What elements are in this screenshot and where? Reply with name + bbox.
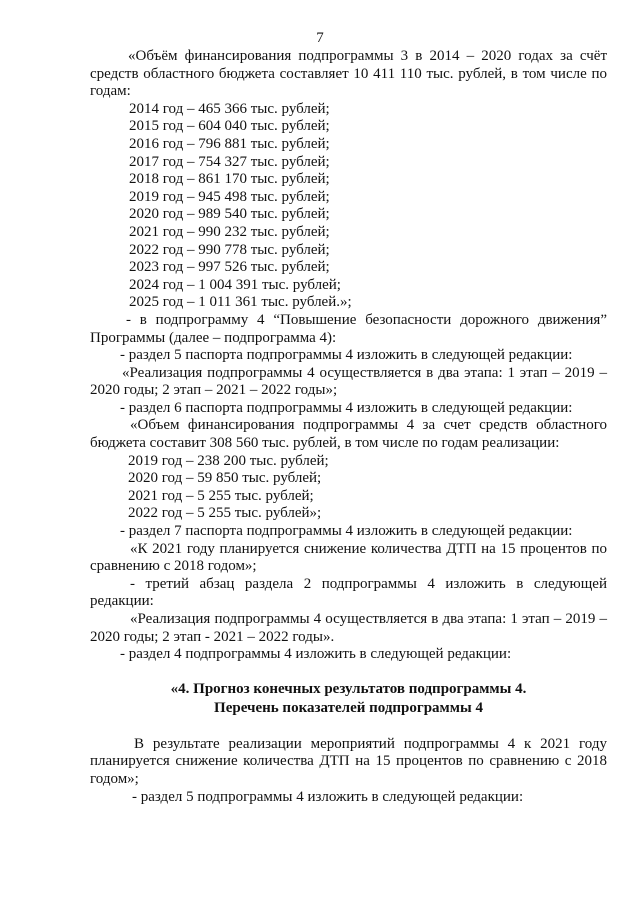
list-item: 2020 год – 59 850 тыс. рублей; [128, 470, 322, 487]
paragraph-stages-2: «Реализация подпрограммы 4 осуществляется в два этапа: 1 этап – 2019 –2020 годы; 2 этап - 2021 – 2022 годы». [90, 611, 607, 645]
paragraph-section-4: - раздел 4 подпрограммы 4 изложить в следующей редакции: [120, 646, 512, 663]
paragraph-accident-reduction: «К 2021 году планируется снижение количества ДТП на 15 процентов по сравнению с 2018 годом»; [90, 540, 607, 575]
list-item: 2024 год – 1 004 391 тыс. рублей; [129, 276, 341, 293]
list-item: 2022 год – 990 778 тыс. рублей; [129, 241, 330, 258]
list-item: 2015 год – 604 040 тыс. рублей; [129, 118, 330, 135]
paragraph-third-abzac: - третий абзац раздела 2 подпрограммы 4 изложить в следующей редакции: [90, 575, 607, 610]
list-item: 2017 год – 754 327 тыс. рублей; [129, 153, 330, 170]
list-item: 2022 год – 5 255 тыс. рублей»; [128, 505, 322, 522]
list-item: 2019 год – 238 200 тыс. рублей; [128, 452, 329, 469]
list-item: 2021 год – 990 232 тыс. рублей; [129, 223, 330, 240]
list-item: 2025 год – 1 011 361 тыс. рублей.»; [129, 294, 352, 311]
list-item: 2019 год – 945 498 тыс. рублей; [129, 188, 330, 205]
section-heading-line-1: «4. Прогноз конечных результатов подпрограммы 4. [170, 680, 527, 697]
page-number: 7 [316, 30, 324, 46]
paragraph-section-6-passport: - раздел 6 паспорта подпрограммы 4 изложить в следующей редакции: [120, 399, 573, 416]
list-item: 2023 год – 997 526 тыс. рублей; [129, 259, 330, 276]
list-item: 2014 год – 465 366 тыс. рублей; [129, 100, 330, 117]
list-item: 2018 год – 861 170 тыс. рублей; [129, 171, 330, 188]
section-heading-line-2: Перечень показателей подпрограммы 4 [214, 699, 483, 716]
paragraph-section-5-passport: - раздел 5 паспорта подпрограммы 4 изложить в следующей редакции: [120, 347, 573, 364]
paragraph-financing-subprogram-4: «Объем финансирования подпрограммы 4 за счет средств областного бюджета составит 308 560 тыс. рублей, в том числе по годам реализации: [90, 417, 607, 452]
yearly-financing-list-2 [90, 453, 607, 523]
paragraph-stages-1: «Реализация подпрограммы 4 осуществляется в два этапа: 1 этап – 2019 – 2020 годы; 2 этап – 2021 – 2022 годы»; [90, 364, 607, 399]
paragraph-subprogram-4-intro: - в подпрограмму 4 “Повышение безопасности дорожного движения” Программы (далее – подпрограмма 4): [90, 311, 607, 346]
document-body [90, 48, 607, 806]
paragraph-section-5: - раздел 5 подпрограммы 4 изложить в следующей редакции: [132, 788, 524, 805]
paragraph-result-forecast: В результате реализации мероприятий подпрограммы 4 к 2021 году планируется снижение количества ДТП на 15 процентов по сравнению с 2018 годом»; [90, 735, 607, 787]
paragraph-financing-subprogram-3: «Объём финансирования подпрограммы 3 в 2014 – 2020 годах за счёт средств областного бюджета составляет 10 411 110 тыс. рублей, в том числе по годам: [90, 48, 607, 100]
list-item: 2021 год – 5 255 тыс. рублей; [128, 487, 314, 504]
list-item: 2016 год – 796 881 тыс. рублей; [129, 135, 330, 152]
paragraph-section-7-passport: - раздел 7 паспорта подпрограммы 4 изложить в следующей редакции: [120, 523, 573, 540]
yearly-financing-list-1 [90, 101, 607, 312]
list-item: 2020 год – 989 540 тыс. рублей; [129, 206, 330, 223]
